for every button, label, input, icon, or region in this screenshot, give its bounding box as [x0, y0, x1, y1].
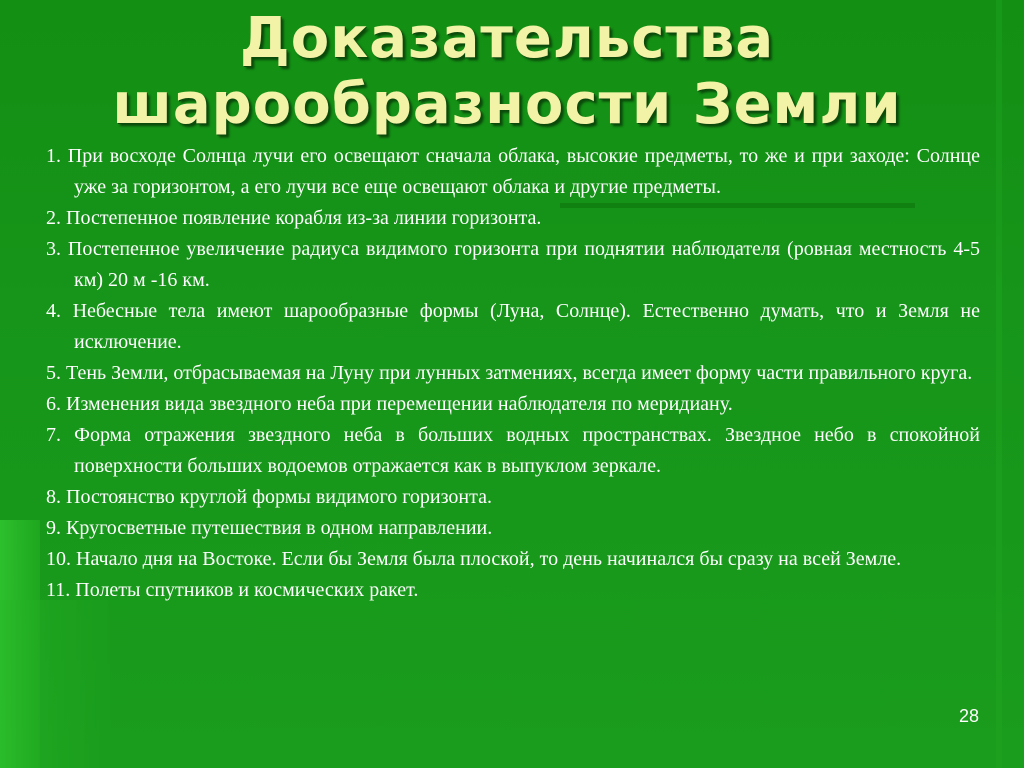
list-item: 5. Тень Земли, отбрасываемая на Луну при лунных затмениях, всегда имеет форму части правильного круга. — [46, 362, 973, 384]
decorative-band — [0, 600, 110, 768]
list-item: 10. Начало дня на Востоке. Если бы Земля была плоской, то день начинался бы сразу на всей Земле. — [46, 548, 902, 570]
page-number: 28 — [958, 706, 979, 726]
evidence-list — [46, 141, 980, 606]
title-line: Доказательства — [239, 6, 775, 71]
title-line: шарообразности Земли — [112, 72, 902, 137]
list-item: 3. Постепенное увеличение радиуса видимого горизонта при поднятии наблюдателя (ровная местность 4-5 км) 20 м -16 км. — [46, 238, 980, 291]
slide-title — [0, 6, 1024, 138]
list-item: 8. Постоянство круглой формы видимого горизонта. — [46, 486, 492, 508]
list-item: 4. Небесные тела имеют шарообразные формы (Луна, Солнце). Естественно думать, что и Земля не исключение. — [46, 300, 980, 353]
list-item: 11. Полеты спутников и космических ракет. — [46, 579, 419, 601]
list-item: 7. Форма отражения звездного неба в больших водных пространствах. Звездное небо в спокойной поверхности больших водоемов отражается как в выпуклом зеркале. — [46, 424, 980, 477]
list-item: 6. Изменения вида звездного неба при перемещении наблюдателя по меридиану. — [46, 393, 733, 415]
list-item: 1. При восходе Солнца лучи его освещают сначала облака, высокие предметы, то же и при заходе: Солнце уже за горизонтом, а его лучи все еще освещают облака и другие предметы. — [46, 145, 980, 198]
list-item: 2. Постепенное появление корабля из-за линии горизонта. — [46, 207, 542, 229]
list-item: 9. Кругосветные путешествия в одном направлении. — [46, 517, 493, 539]
